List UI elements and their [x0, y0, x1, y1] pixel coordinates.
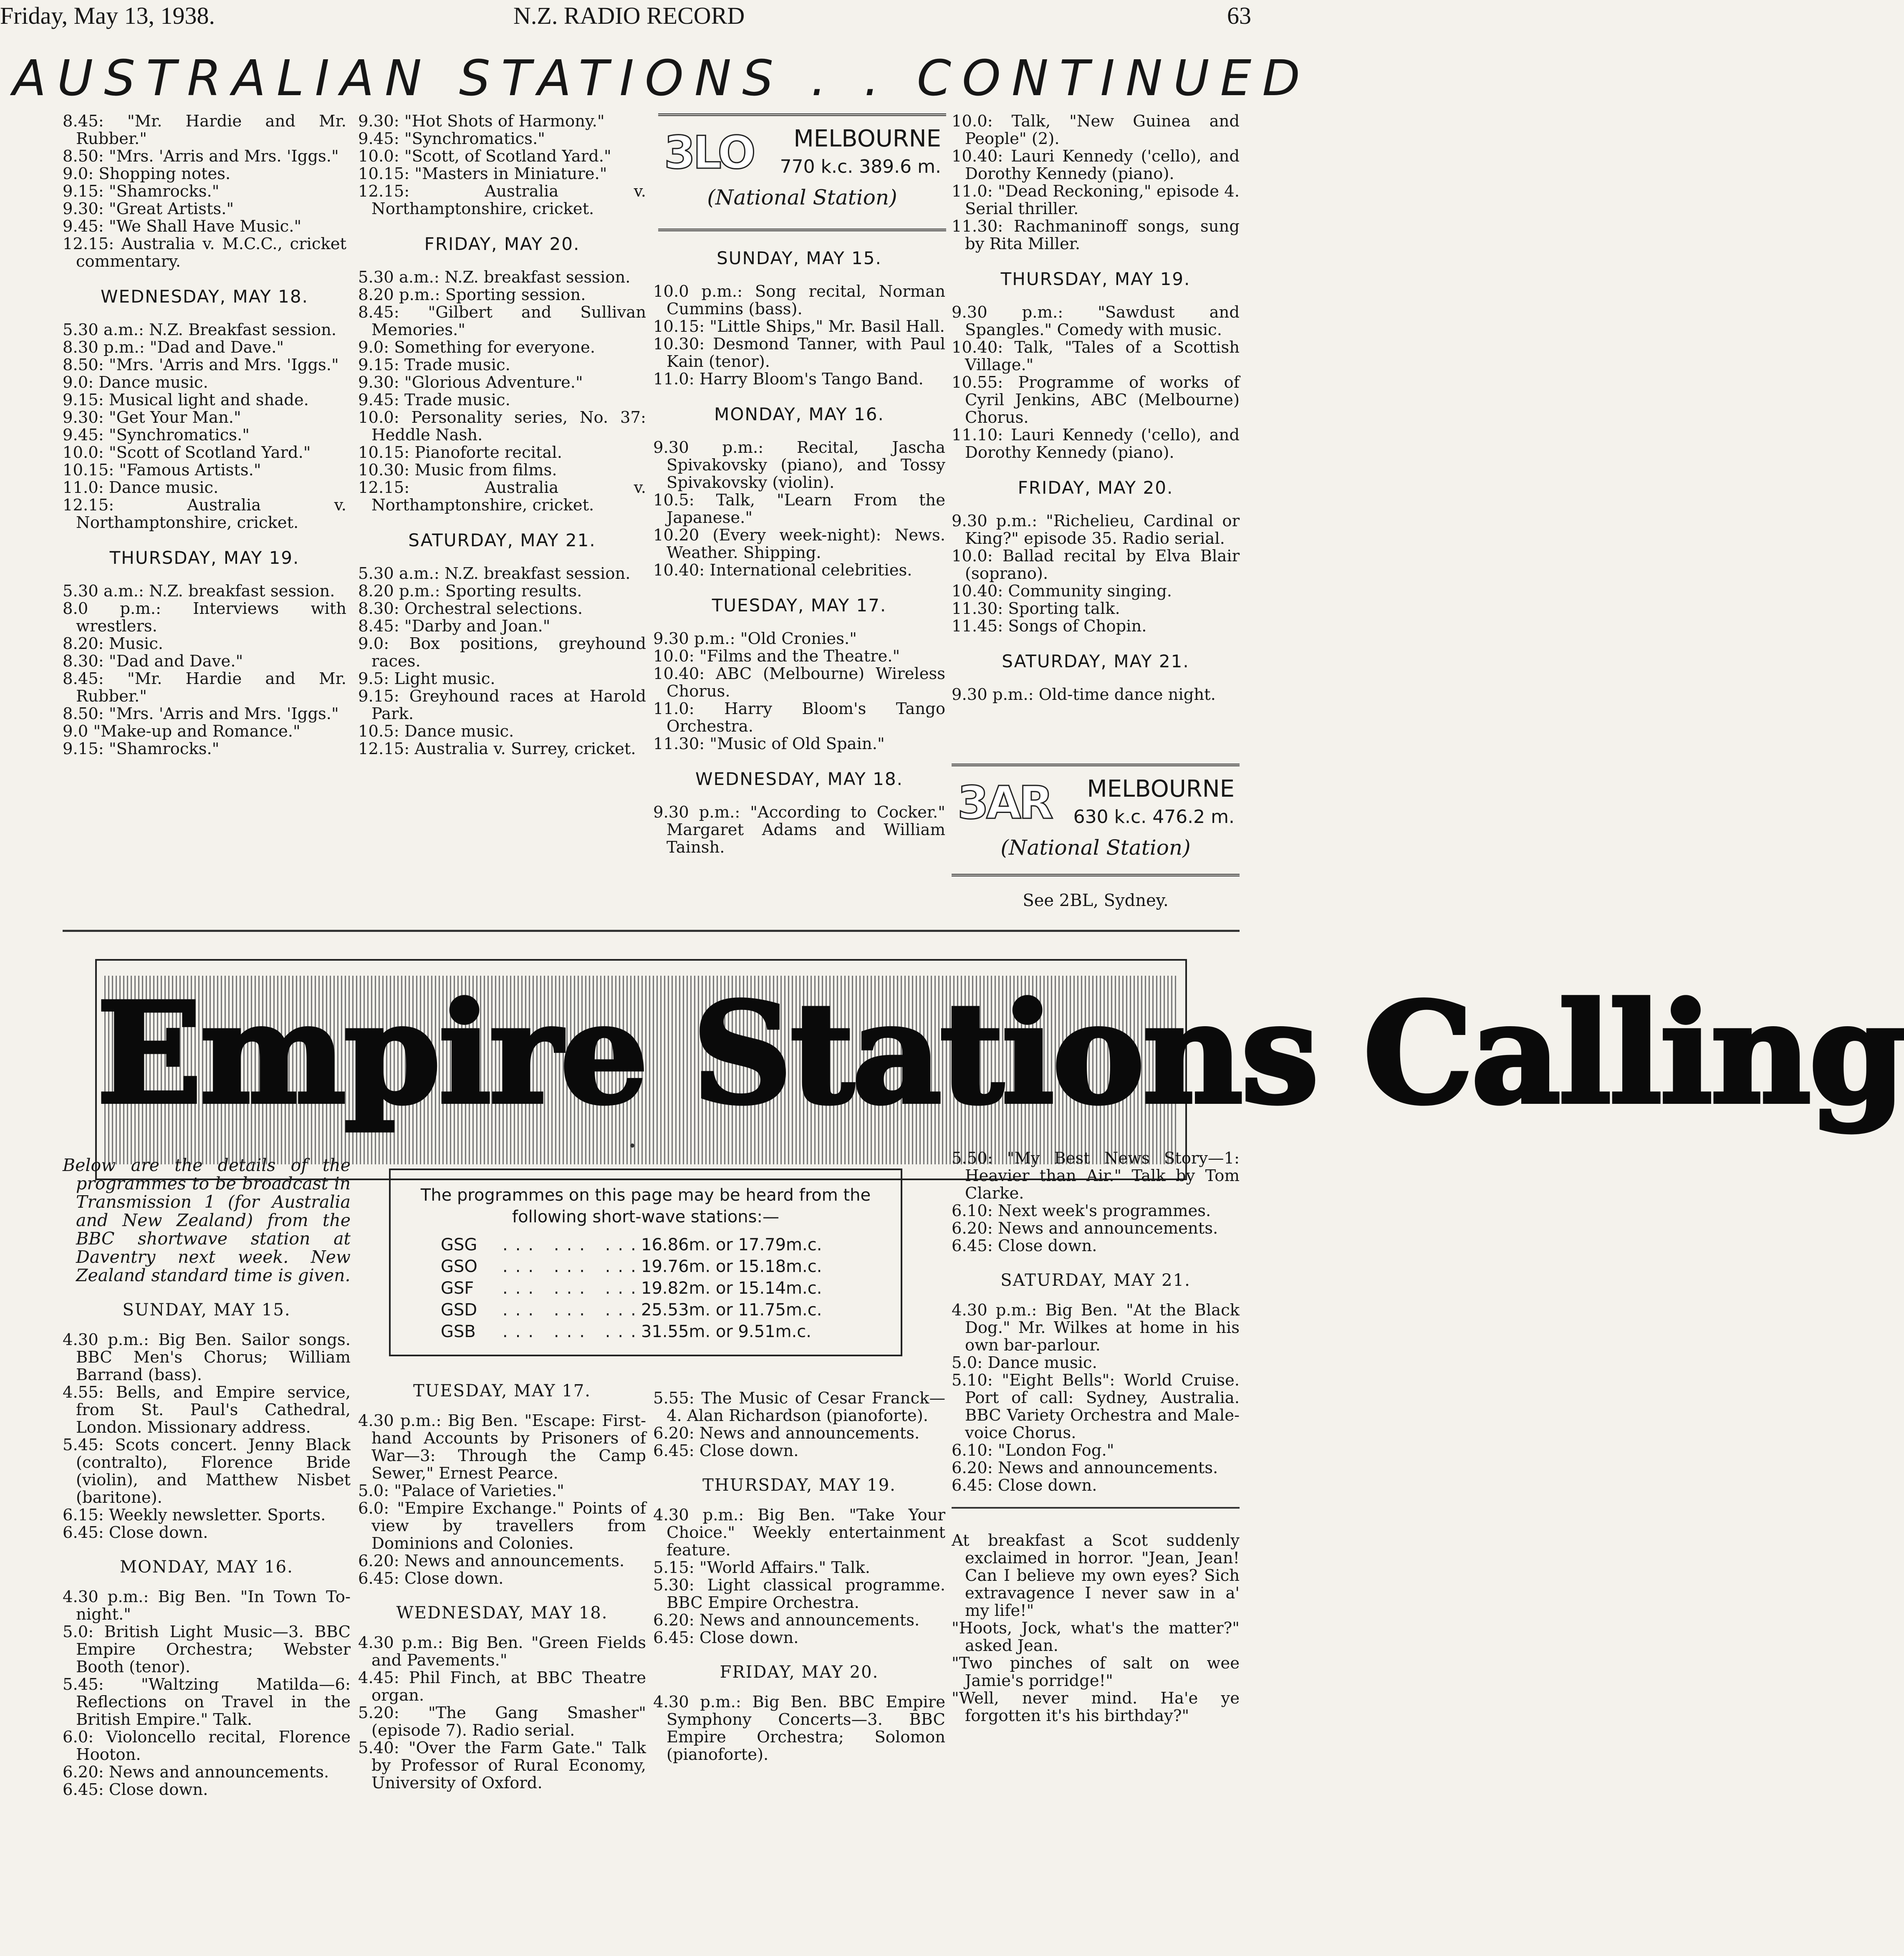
programme-item: 4.55: Bells, and Empire service, from St. Paul's Cathedral, London. Missionary address.	[63, 1383, 351, 1437]
programme-item: 9.30 p.m.: "According to Cocker." Margaret Adams and William Tainsh.	[653, 803, 945, 857]
programme-item: 11.0: "Dead Reckoning," episode 4. Serial thriller.	[952, 182, 1240, 218]
shortwave-call-sign: GSG	[441, 1235, 477, 1254]
col4-list-4	[952, 686, 1240, 704]
station-note: See 2BL, Sydney.	[1023, 891, 1169, 910]
programme-item: 10.5: Talk, "Learn From the Japanese."	[653, 491, 945, 527]
programme-item: 4.30 p.m.: Big Ben. "In Town To-night."	[63, 1588, 351, 1624]
day-heading: THURSDAY, MAY 19.	[1000, 269, 1191, 289]
page-title: AUSTRALIAN STATIONS . . CONTINUED	[13, 49, 1311, 107]
programme-item: 6.45: Close down.	[952, 1476, 1097, 1495]
programme-item: 6.10: "London Fog."	[952, 1441, 1114, 1460]
station-frequency: 770 k.c. 389.6 m.	[780, 156, 941, 177]
day-heading: SUNDAY, MAY 15.	[717, 248, 882, 268]
empire-column-2	[358, 1377, 646, 1792]
programme-item: 6.45: Close down.	[653, 1441, 799, 1460]
col1-list-3	[63, 583, 346, 758]
day-heading: SATURDAY, MAY 21.	[408, 530, 596, 550]
programme-item: 6.20: News and announcements.	[653, 1424, 920, 1443]
programme-item: 10.0: Ballad recital by Elva Blair (soprano).	[952, 547, 1240, 583]
programme-item: 10.15: "Little Ships," Mr. Basil Hall.	[653, 317, 945, 336]
programme-item: 10.40: International celebrities.	[653, 561, 912, 580]
programme-item: 9.0: Dance music.	[63, 373, 208, 392]
joke-divider	[952, 1507, 1240, 1509]
section-divider	[63, 930, 1240, 932]
day-heading: FRIDAY, MAY 20.	[424, 234, 580, 254]
programme-item: 5.45: Scots concert. Jenny Black (contralto), Florence Bride (violin), and Matthew Nisbet (baritone).	[63, 1436, 351, 1507]
programme-item: 6.20: News and announcements.	[63, 1763, 329, 1782]
programme-item: 9.30 p.m.: "Old Cronies."	[653, 629, 857, 648]
station-3lo-box	[658, 114, 946, 231]
shortwave-station-row	[391, 1257, 901, 1279]
programme-item: 10.0: Personality series, No. 37: Heddle Nash.	[358, 408, 646, 444]
programme-item: 4.30 p.m.: Big Ben. Sailor songs. BBC Men's Chorus; William Barrand (bass).	[63, 1330, 351, 1384]
programme-item: 9.0 "Make-up and Romance."	[63, 722, 300, 741]
programme-item: 5.55: The Music of Cesar Franck—4. Alan Richardson (pianoforte).	[653, 1389, 945, 1425]
programme-item: 5.20: "The Gang Smasher" (episode 7). Radio serial.	[358, 1704, 646, 1740]
programme-item: 9.0: Something for everyone.	[358, 338, 596, 357]
programme-item: 9.15: Greyhound races at Harold Park.	[358, 687, 646, 723]
column-2	[358, 113, 646, 758]
programme-item: 9.30: "Great Artists."	[63, 199, 234, 218]
empire-col4-list	[952, 1150, 1240, 1255]
programme-item: 6.10: Next week's programmes.	[952, 1201, 1211, 1220]
programme-item: 9.30 p.m.: "Sawdust and Spangles." Comedy with music.	[952, 303, 1240, 339]
programme-item: 12.15: Australia v. Surrey, cricket.	[358, 739, 636, 758]
programme-item: 11.0: Harry Bloom's Tango Band.	[653, 370, 924, 389]
column-1	[63, 113, 346, 758]
programme-item: 10.15: Pianoforte recital.	[358, 443, 562, 462]
programme-item: 9.45: "Synchromatics."	[358, 129, 545, 148]
col4-list-3	[952, 512, 1240, 635]
station-call-sign: 3LO	[664, 127, 753, 179]
programme-item: 8.0 p.m.: Interviews with wrestlers.	[63, 599, 346, 636]
column-3	[653, 238, 945, 856]
programme-item: 9.0: Box positions, greyhound races.	[358, 634, 646, 671]
shortwave-call-sign: GSD	[441, 1300, 477, 1320]
programme-item: 12.15: Australia v. Northamptonshire, cricket.	[358, 182, 646, 218]
programme-item: 5.45: "Waltzing Matilda—6: Reflections on Travel in the British Empire." Talk.	[63, 1675, 351, 1729]
shortwave-wavelength: 19.76m. or 15.18m.c.	[641, 1257, 822, 1276]
programme-item: "Well, never mind. Ha'e ye forgotten it's his birthday?"	[952, 1689, 1240, 1725]
empire-col3-list	[653, 1390, 945, 1460]
programme-item: 9.30: "Hot Shots of Harmony."	[358, 112, 605, 131]
programme-item: 5.0: Dance music.	[952, 1353, 1097, 1372]
leader-dots: ... ... ...	[503, 1235, 644, 1254]
programme-item: 5.30 a.m.: N.Z. Breakfast session.	[63, 321, 337, 339]
shortwave-station-row	[391, 1279, 901, 1300]
programme-item: 8.20 p.m.: Sporting session.	[358, 285, 586, 304]
empire-friday-list	[653, 1694, 945, 1764]
programme-item: 9.45: Trade music.	[358, 391, 510, 409]
day-heading: SATURDAY, MAY 21.	[1002, 651, 1189, 671]
programme-item: "Two pinches of salt on wee Jamie's porridge!"	[952, 1654, 1240, 1690]
day-heading: SATURDAY, MAY 21.	[1000, 1271, 1191, 1290]
column-4	[952, 113, 1240, 704]
programme-item: 5.30 a.m.: N.Z. breakfast session.	[358, 268, 631, 287]
programme-item: 8.50: "Mrs. 'Arris and Mrs. 'Iggs."	[63, 356, 339, 374]
programme-item: 5.0: "Palace of Varieties."	[358, 1482, 564, 1500]
programme-item: 9.15: Musical light and shade.	[63, 391, 309, 409]
programme-item: 9.45: "Synchromatics."	[63, 426, 250, 444]
programme-item: 4.30 p.m.: Big Ben. "Take Your Choice." Weekly entertainment feature.	[653, 1506, 945, 1560]
shortwave-wavelength: 19.82m. or 15.14m.c.	[641, 1279, 822, 1298]
empire-column-1	[63, 1156, 351, 1799]
programme-item: 10.15: "Famous Artists."	[63, 461, 261, 480]
ornament-dot	[630, 1143, 634, 1148]
programme-item: 9.45: "We Shall Have Music."	[63, 217, 302, 236]
programme-item: 11.0: Dance music.	[63, 478, 219, 497]
day-heading: FRIDAY, MAY 20.	[1018, 477, 1174, 498]
empire-monday-list	[63, 1588, 351, 1799]
day-heading: THURSDAY, MAY 19.	[702, 1476, 896, 1495]
empire-column-3	[653, 1390, 945, 1764]
programme-item: 8.45: "Gilbert and Sullivan Memories."	[358, 303, 646, 339]
issue-date: Friday, May 13, 1938.	[0, 2, 215, 29]
programme-item: 4.30 p.m.: Big Ben. "At the Black Dog." Mr. Wilkes at home in his own bar-parlour.	[952, 1301, 1240, 1355]
col2-list-1	[358, 113, 646, 218]
col3-list-3	[653, 630, 945, 753]
programme-item: 9.15: "Shamrocks."	[63, 739, 220, 758]
shortwave-call-sign: GSF	[441, 1279, 474, 1298]
programme-item: 10.30: Music from films.	[358, 461, 557, 480]
programme-item: 8.45: "Darby and Joan."	[358, 617, 550, 636]
programme-item: 4.30 p.m.: Big Ben. BBC Empire Symphony Concerts—3. BBC Empire Orchestra; Solomon (pianoforte).	[653, 1693, 945, 1764]
programme-item: 8.45: "Mr. Hardie and Mr. Rubber."	[63, 112, 346, 148]
station-type: (National Station)	[1000, 835, 1191, 860]
empire-saturday-list	[952, 1302, 1240, 1494]
programme-item: 6.0: "Empire Exchange." Points of view by travellers from Dominions and Colonies.	[358, 1499, 646, 1553]
programme-item: 9.5: Light music.	[358, 669, 495, 688]
empire-column-4	[952, 1150, 1240, 1725]
day-heading: TUESDAY, MAY 17.	[712, 595, 887, 616]
programme-item: 8.50: "Mrs. 'Arris and Mrs. 'Iggs."	[63, 147, 339, 166]
col1-list-1	[63, 113, 346, 270]
col3-list-4	[653, 804, 945, 856]
programme-item: 8.20: Music.	[63, 634, 164, 653]
programme-item: 10.40: ABC (Melbourne) Wireless Chorus.	[653, 664, 945, 701]
programme-item: "Hoots, Jock, what's the matter?" asked Jean.	[952, 1619, 1240, 1655]
programme-item: 8.45: "Mr. Hardie and Mr. Rubber."	[63, 669, 346, 706]
programme-item: 10.0 p.m.: Song recital, Norman Cummins (bass).	[653, 282, 945, 318]
programme-item: 9.30 p.m.: "Richelieu, Cardinal or King?" episode 35. Radio serial.	[952, 512, 1240, 548]
programme-item: 9.0: Shopping notes.	[63, 164, 231, 183]
col4-list-2	[952, 304, 1240, 462]
shortwave-call-sign: GSB	[441, 1322, 476, 1341]
programme-item: 5.30 a.m.: N.Z. breakfast session.	[358, 564, 631, 583]
programme-item: 10.40: Talk, "Tales of a Scottish Village."	[952, 338, 1240, 374]
programme-item: 11.30: "Music of Old Spain."	[653, 734, 885, 753]
programme-item: 12.15: Australia v. Northamptonshire, cricket.	[63, 496, 346, 532]
programme-item: 8.30 p.m.: "Dad and Dave."	[63, 338, 284, 357]
shortwave-wavelength: 16.86m. or 17.79m.c.	[641, 1235, 822, 1254]
programme-item: 6.45: Close down.	[358, 1569, 504, 1588]
programme-item: 10.20 (Every week-night): News. Weather. Shipping.	[653, 526, 945, 562]
shortwave-wavelength: 31.55m. or 9.51m.c.	[641, 1322, 811, 1341]
col3-list-1	[653, 283, 945, 388]
programme-item: 10.40: Community singing.	[952, 582, 1172, 601]
programme-item: 11.0: Harry Bloom's Tango Orchestra.	[653, 699, 945, 736]
programme-item: 11.30: Rachmaninoff songs, sung by Rita Miller.	[952, 217, 1240, 253]
day-heading: THURSDAY, MAY 19.	[109, 548, 300, 568]
programme-item: 5.30: Light classical programme. BBC Empire Orchestra.	[653, 1576, 945, 1612]
shortwave-station-row	[391, 1300, 901, 1322]
programme-item: 11.30: Sporting talk.	[952, 599, 1120, 618]
leader-dots: ... ... ...	[503, 1322, 644, 1341]
programme-item: 4.30 p.m.: Big Ben. "Escape: First-hand Accounts by Prisoners of War—3: Through the Camp Sewer," Ernest Pearce.	[358, 1411, 646, 1483]
station-city: MELBOURNE	[793, 125, 941, 152]
shortwave-stations-box	[389, 1169, 902, 1356]
station-call-sign: 3AR	[957, 777, 1051, 829]
day-heading: WEDNESDAY, MAY 18.	[695, 769, 903, 789]
shortwave-wavelength: 25.53m. or 11.75m.c.	[641, 1300, 822, 1320]
programme-item: 8.20 p.m.: Sporting results.	[358, 582, 582, 601]
programme-item: 5.40: "Over the Farm Gate." Talk by Professor of Rural Economy, University of Oxford.	[358, 1739, 646, 1792]
leader-dots: ... ... ...	[503, 1300, 644, 1320]
programme-item: 12.15: Australia v. Northamptonshire, cricket.	[358, 478, 646, 515]
station-city: MELBOURNE	[1087, 775, 1235, 803]
programme-item: 9.30: "Glorious Adventure."	[358, 373, 583, 392]
programme-item: 6.20: News and announcements.	[653, 1611, 920, 1630]
day-heading: TUESDAY, MAY 17.	[413, 1381, 591, 1401]
empire-intro	[63, 1156, 351, 1285]
programme-item: 8.50: "Mrs. 'Arris and Mrs. 'Iggs."	[63, 704, 339, 723]
col1-list-2	[63, 321, 346, 532]
day-heading: WEDNESDAY, MAY 18.	[101, 286, 308, 307]
publication-name: N.Z. RADIO RECORD	[513, 2, 745, 29]
day-heading: SUNDAY, MAY 15.	[122, 1300, 291, 1320]
station-frequency: 630 k.c. 476.2 m.	[1073, 806, 1235, 828]
shortwave-call-sign: GSO	[441, 1257, 477, 1276]
programme-item: 10.0: "Scott, of Scotland Yard."	[358, 147, 611, 166]
programme-item: At breakfast a Scot suddenly exclaimed in horror. "Jean, Jean! Can I believe my own eyes? Sich extravagence I never saw in a' my life!"	[952, 1531, 1240, 1620]
programme-item: 6.20: News and announcements.	[952, 1459, 1218, 1477]
programme-item: 6.45: Close down.	[63, 1780, 208, 1799]
banner-title: Empire Stations Calling	[97, 972, 1904, 1134]
shortwave-intro: The programmes on this page may be heard from the following short-wave stations:—	[420, 1186, 871, 1227]
station-3ar-box	[952, 764, 1240, 876]
programme-item: 8.30: Orchestral selections.	[358, 599, 583, 618]
programme-item: 9.15: "Shamrocks."	[63, 182, 220, 201]
programme-item: 5.30 a.m.: N.Z. breakfast session.	[63, 582, 335, 601]
programme-item: 10.0: Talk, "New Guinea and People" (2).	[952, 112, 1240, 148]
programme-item: 6.45: Close down.	[952, 1237, 1097, 1255]
col3-list-2	[653, 439, 945, 579]
shortwave-station-row	[391, 1235, 901, 1257]
programme-item: 10.30: Desmond Tanner, with Paul Kain (tenor).	[653, 335, 945, 371]
programme-item: 10.15: "Masters in Miniature."	[358, 164, 607, 183]
programme-item: 9.15: Trade music.	[358, 356, 510, 374]
station-type: (National Station)	[707, 185, 897, 209]
programme-item: 10.55: Programme of works of Cyril Jenkins, ABC (Melbourne) Chorus.	[952, 373, 1240, 427]
programme-item: 10.5: Dance music.	[358, 722, 514, 741]
programme-item: 8.30: "Dad and Dave."	[63, 652, 243, 671]
leader-dots: ... ... ...	[503, 1257, 644, 1276]
programme-item: 4.45: Phil Finch, at BBC Theatre organ.	[358, 1668, 646, 1705]
programme-item: 6.45: Close down.	[653, 1628, 799, 1647]
programme-item: 5.10: "Eight Bells": World Cruise. Port of call: Sydney, Australia. BBC Variety Orchestra and Male-voice Chorus.	[952, 1371, 1240, 1442]
empire-wednesday-list	[358, 1634, 646, 1792]
day-heading: MONDAY, MAY 16.	[120, 1557, 293, 1577]
empire-thursday-list	[653, 1507, 945, 1647]
programme-item: 4.30 p.m.: Big Ben. "Green Fields and Pavements."	[358, 1633, 646, 1670]
leader-dots: ... ... ...	[503, 1279, 644, 1298]
programme-item: 9.30: "Get Your Man."	[63, 408, 241, 427]
programme-item: 9.30 p.m.: Old-time dance night.	[952, 685, 1216, 704]
joke-list	[952, 1532, 1240, 1725]
programme-item: 10.0: "Films and the Theatre."	[653, 647, 900, 666]
programme-item: 9.30 p.m.: Recital, Jascha Spivakovsky (piano), and Tossy Spivakovsky (violin).	[653, 438, 945, 492]
programme-item: 5.0: British Light Music—3. BBC Empire Orchestra; Webster Booth (tenor).	[63, 1623, 351, 1676]
empire-tuesday-list	[358, 1412, 646, 1588]
programme-item: 12.15: Australia v. M.C.C., cricket commentary.	[63, 235, 346, 271]
programme-item: 11.10: Lauri Kennedy ('cello), and Dorothy Kennedy (piano).	[952, 426, 1240, 462]
programme-item: 6.45: Close down.	[63, 1523, 208, 1542]
col2-list-3	[358, 565, 646, 758]
programme-item: 10.0: "Scott of Scotland Yard."	[63, 443, 311, 462]
programme-item: 6.15: Weekly newsletter. Sports.	[63, 1506, 326, 1524]
programme-item: 6.20: News and announcements.	[952, 1219, 1218, 1238]
empire-sunday-list	[63, 1331, 351, 1542]
programme-item: 11.45: Songs of Chopin.	[952, 617, 1147, 636]
day-heading: WEDNESDAY, MAY 18.	[396, 1603, 608, 1623]
programme-item: 6.20: News and announcements.	[358, 1552, 625, 1570]
day-heading: MONDAY, MAY 16.	[714, 404, 884, 424]
page-number: 63	[1227, 2, 1251, 29]
day-heading: FRIDAY, MAY 20.	[720, 1663, 879, 1682]
empire-intro-text: Below are the details of the programmes to be broadcast in Transmission 1 (for Australia and New Zealand) from the BBC shortwave station at Daventry next week. New Zealand standard time is given.	[63, 1155, 351, 1285]
col2-list-2	[358, 269, 646, 514]
programme-item: 5.50: "My Best News Story—1: Heavier than Air." Talk by Tom Clarke.	[952, 1149, 1240, 1203]
shortwave-station-row	[391, 1322, 901, 1344]
programme-item: 6.0: Violoncello recital, Florence Hooton.	[63, 1728, 351, 1764]
programme-item: 5.15: "World Affairs." Talk.	[653, 1558, 870, 1577]
programme-item: 10.40: Lauri Kennedy ('cello), and Dorothy Kennedy (piano).	[952, 147, 1240, 183]
col4-list-1	[952, 113, 1240, 253]
